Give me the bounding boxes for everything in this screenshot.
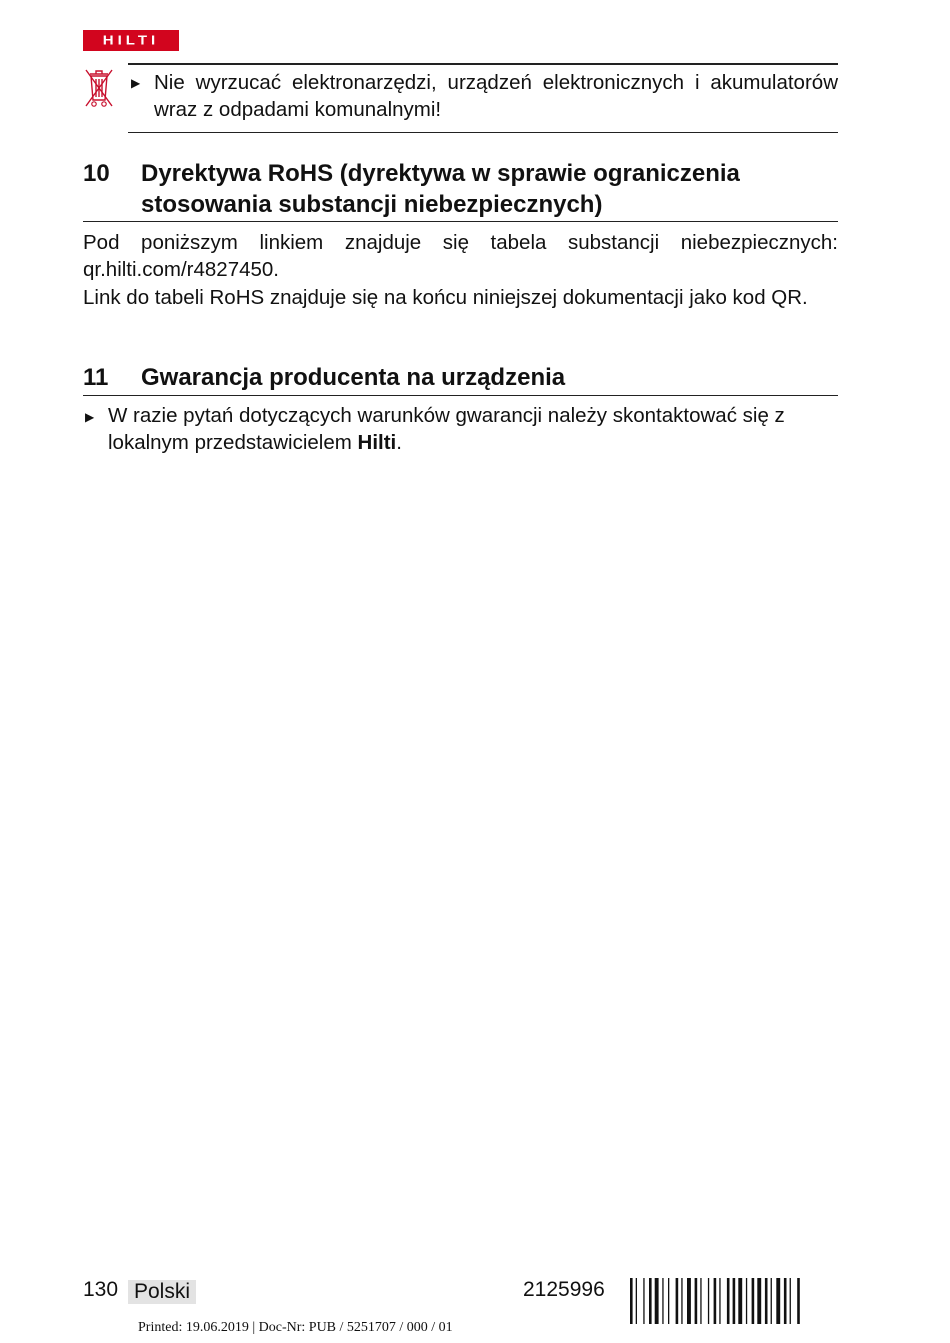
barcode-bar (784, 1278, 787, 1324)
barcode-bar (681, 1278, 682, 1324)
section-number: 10 (83, 160, 110, 187)
bullet-arrow-icon: ▶ (131, 76, 141, 90)
barcode-bar (695, 1278, 698, 1324)
sentence-end: . (396, 431, 402, 454)
barcode-bar (757, 1278, 761, 1324)
rohs-qr-paragraph: Link do tabeli RoHS znajduje się na końcu niniejszej dokumentacji jako kod QR. (83, 286, 808, 309)
barcode-bar (790, 1278, 791, 1324)
barcode-bar (643, 1278, 644, 1324)
barcode-bar (630, 1278, 633, 1324)
barcode-bar (655, 1278, 659, 1324)
page-number: 130 (83, 1278, 119, 1301)
barcode-bar (649, 1278, 652, 1324)
barcode-bar (662, 1278, 663, 1324)
language-label: Polski (128, 1280, 196, 1304)
barcode-bar (746, 1278, 747, 1324)
barcode-bar (752, 1278, 755, 1324)
section-title: Dyrektywa RoHS (dyrektywa w sprawie ograniczenia stosowania substancji niebezpiecznych) (141, 160, 740, 218)
print-info: Printed: 19.06.2019 | Doc-Nr: PUB / 5251707 / 000 / 01 (138, 1320, 453, 1335)
section-number: 11 (83, 364, 109, 391)
brand-name: Hilti (357, 431, 397, 454)
warning-text: Nie wyrzucać elektronarzędzi, urządzeń elektronicznych i akumulatorów wraz z odpadami komunalnymi! (154, 71, 838, 121)
barcode-bar (738, 1278, 742, 1324)
section-11-heading (83, 362, 838, 396)
barcode-bar (765, 1278, 768, 1324)
hilti-logo (83, 30, 179, 51)
barcode-bar (771, 1278, 772, 1324)
barcode-bar (668, 1278, 669, 1324)
warranty-text: W razie pytań dotyczących warunków gwarancji należy skontaktować się z lokalnym przedstawicielem (108, 404, 785, 454)
barcode (630, 1278, 838, 1324)
barcode-bar (776, 1278, 780, 1324)
document-code: 2125996 (523, 1278, 605, 1301)
barcode-bar (727, 1278, 730, 1324)
section-10-heading (83, 158, 838, 222)
barcode-bar (687, 1278, 691, 1324)
barcode-bar (676, 1278, 679, 1324)
warranty-bullet (108, 402, 838, 456)
barcode-bar (797, 1278, 800, 1324)
barcode-bar (636, 1278, 637, 1324)
barcode-bar (719, 1278, 720, 1324)
section-title: Gwarancja producenta na urządzenia (141, 364, 566, 391)
barcode-bar (714, 1278, 717, 1324)
bullet-arrow-icon: ▶ (85, 410, 95, 424)
crossed-out-wheelie-bin-icon (82, 66, 116, 110)
barcode-bar (733, 1278, 736, 1324)
barcode-bar (708, 1278, 709, 1324)
rohs-link-paragraph: Pod poniższym linkiem znajduje się tabela substancji niebezpiecznych: qr.hilti.com/r4827450. (83, 231, 838, 281)
barcode-bar (700, 1278, 701, 1324)
logo-text: HILTI (102, 33, 160, 48)
